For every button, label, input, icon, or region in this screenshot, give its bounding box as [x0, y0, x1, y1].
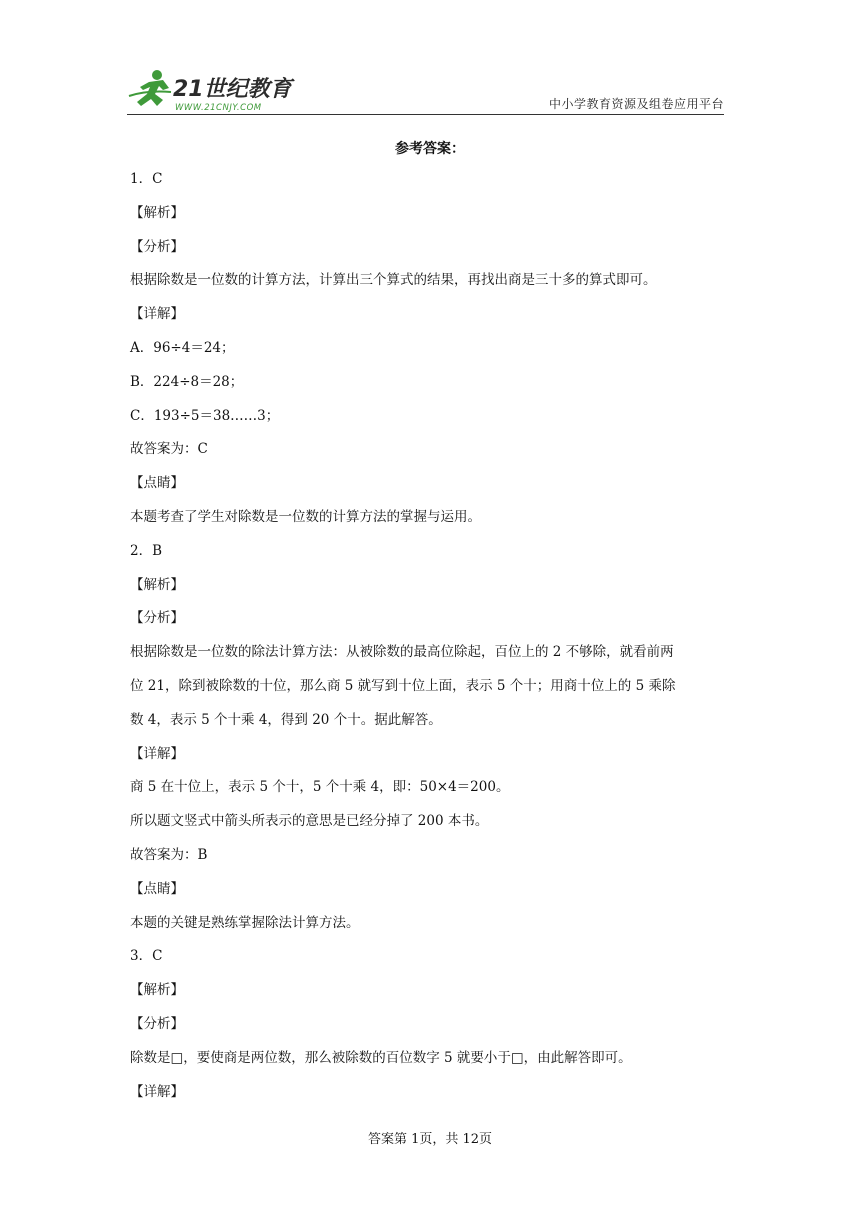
text-line: 除数是□，要使商是两位数，那么被除数的百位数字 5 就要小于□，由此解答即可。	[130, 1049, 632, 1066]
text-line: 本题考查了学生对除数是一位数的计算方法的掌握与运用。	[130, 508, 481, 525]
header-divider	[127, 114, 724, 115]
page-title: 参考答案：	[395, 141, 465, 157]
text-line: 所以题文竖式中箭头所表示的意思是已经分掉了 200 本书。	[130, 813, 489, 830]
text-line: 故答案为：B	[130, 846, 208, 863]
page-header	[127, 66, 724, 116]
text-line: 【解析】	[130, 204, 184, 221]
logo-url-text: WWW.21CNJY.COM	[175, 103, 262, 113]
text-line: 【详解】	[130, 745, 184, 762]
text-line: 【详解】	[130, 1083, 184, 1100]
text-line: 故答案为：C	[130, 441, 208, 458]
logo-text: 21世纪教育	[173, 77, 292, 102]
text-line: 2．B	[130, 542, 163, 559]
text-line: C．193÷5＝38……3；	[130, 407, 280, 424]
text-line: 【点睛】	[130, 475, 184, 492]
text-line: B．224÷8＝28；	[130, 373, 244, 390]
logo-21cnjy	[127, 66, 297, 114]
text-line: 【解析】	[130, 982, 184, 999]
text-line: 根据除数是一位数的计算方法，计算出三个算式的结果，再找出商是三十多的算式即可。	[130, 272, 657, 289]
text-line: 根据除数是一位数的除法计算方法：从被除数的最高位除起，百位上的 2 不够除，就看前两	[130, 644, 674, 661]
text-line: 【解析】	[130, 576, 184, 593]
text-line: 【详解】	[130, 306, 184, 323]
page-footer: 答案第 1页，共 12页	[367, 1132, 493, 1147]
text-line: 本题的关键是熟练掌握除法计算方法。	[130, 914, 360, 931]
text-line: 【分析】	[130, 238, 184, 255]
answer-content	[130, 163, 730, 1109]
runner-icon	[129, 70, 171, 106]
text-line: A．96÷4＝24；	[130, 339, 235, 356]
text-line: 商 5 在十位上，表示 5 个十，5 个十乘 4，即：50×4＝200。	[130, 779, 510, 796]
text-line: 【点睛】	[130, 880, 184, 897]
text-line: 【分析】	[130, 610, 184, 627]
header-platform-text: 中小学教育资源及组卷应用平台	[548, 97, 724, 111]
text-line: 数 4，表示 5 个十乘 4，得到 20 个十。据此解答。	[130, 711, 442, 728]
text-line: 3．C	[130, 948, 163, 965]
text-line: 【分析】	[130, 1015, 184, 1032]
text-line: 位 21，除到被除数的十位，那么商 5 就写到十位上面，表示 5 个十；用商十位上的 5 乘除	[130, 677, 676, 694]
text-line: 1．C	[130, 171, 163, 187]
